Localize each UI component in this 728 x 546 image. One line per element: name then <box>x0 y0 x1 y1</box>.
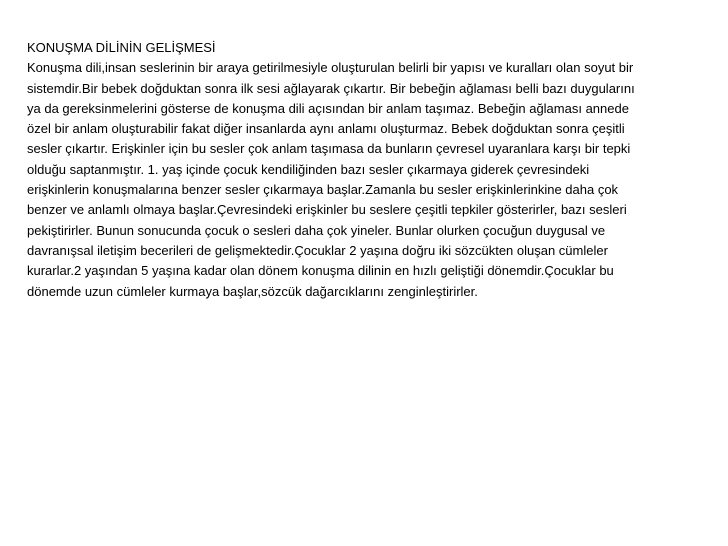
body-line: davranışsal iletişim becerileri de gelişmektedir.Çocuklar 2 yaşına doğru iki sözcükten oluşan cümleler <box>27 242 608 258</box>
body-line: sistemdir.Bir bebek doğduktan sonra ilk sesi ağlayarak çıkartır. Bir bebeğin ağlaması belli bazı duygularını <box>27 80 635 96</box>
document-body <box>27 58 717 302</box>
document-page <box>27 38 717 302</box>
body-line: kurarlar.2 yaşından 5 yaşına kadar olan dönem konuşma dilinin en hızlı geliştiği dönemdir.Çocuklar bu <box>27 263 614 279</box>
body-line: Konuşma dili,insan seslerinin bir araya getirilmesiyle oluşturulan belirli bir yapısı ve kuralları olan soyut bir <box>27 60 634 76</box>
body-line: olduğu saptanmıştır. 1. yaş içinde çocuk kendiliğinden bazı sesler çıkarmaya giderek çevresindeki <box>27 161 590 177</box>
body-line: erişkinlerin konuşmalarına benzer sesler çıkarmaya başlar.Zamanla bu sesler erişkinlerinkine daha çok <box>27 182 619 198</box>
body-line: özel bir anlam oluşturabilir fakat diğer insanlarda aynı anlamı oluşturmaz. Bebek doğduktan sonra çeşitli <box>27 121 625 137</box>
body-line: pekiştirirler. Bunun sonucunda çocuk o sesleri daha çok yineler. Bunlar olurken çocuğun duygusal ve <box>27 222 606 238</box>
body-line: ya da gereksinmelerini gösterse de konuşma dili açısından bir anlam taşımaz. Bebeğin ağlaması annede <box>27 100 629 116</box>
body-line: dönemde uzun cümleler kurmaya başlar,sözcük dağarcıklarını zenginleştirirler. <box>27 283 478 299</box>
body-line: sesler çıkartır. Erişkinler için bu sesler çok anlam taşımasa da bunların çevresel uyaranlara karşı bir tepki <box>27 141 631 157</box>
document-title: KONUŞMA DİLİNİN GELİŞMESİ <box>27 40 216 55</box>
body-line: benzer ve anlamlı olmaya başlar.Çevresindeki erişkinler bu seslere çeşitli tepkiler gösterirler, bazı sesleri <box>27 202 627 218</box>
